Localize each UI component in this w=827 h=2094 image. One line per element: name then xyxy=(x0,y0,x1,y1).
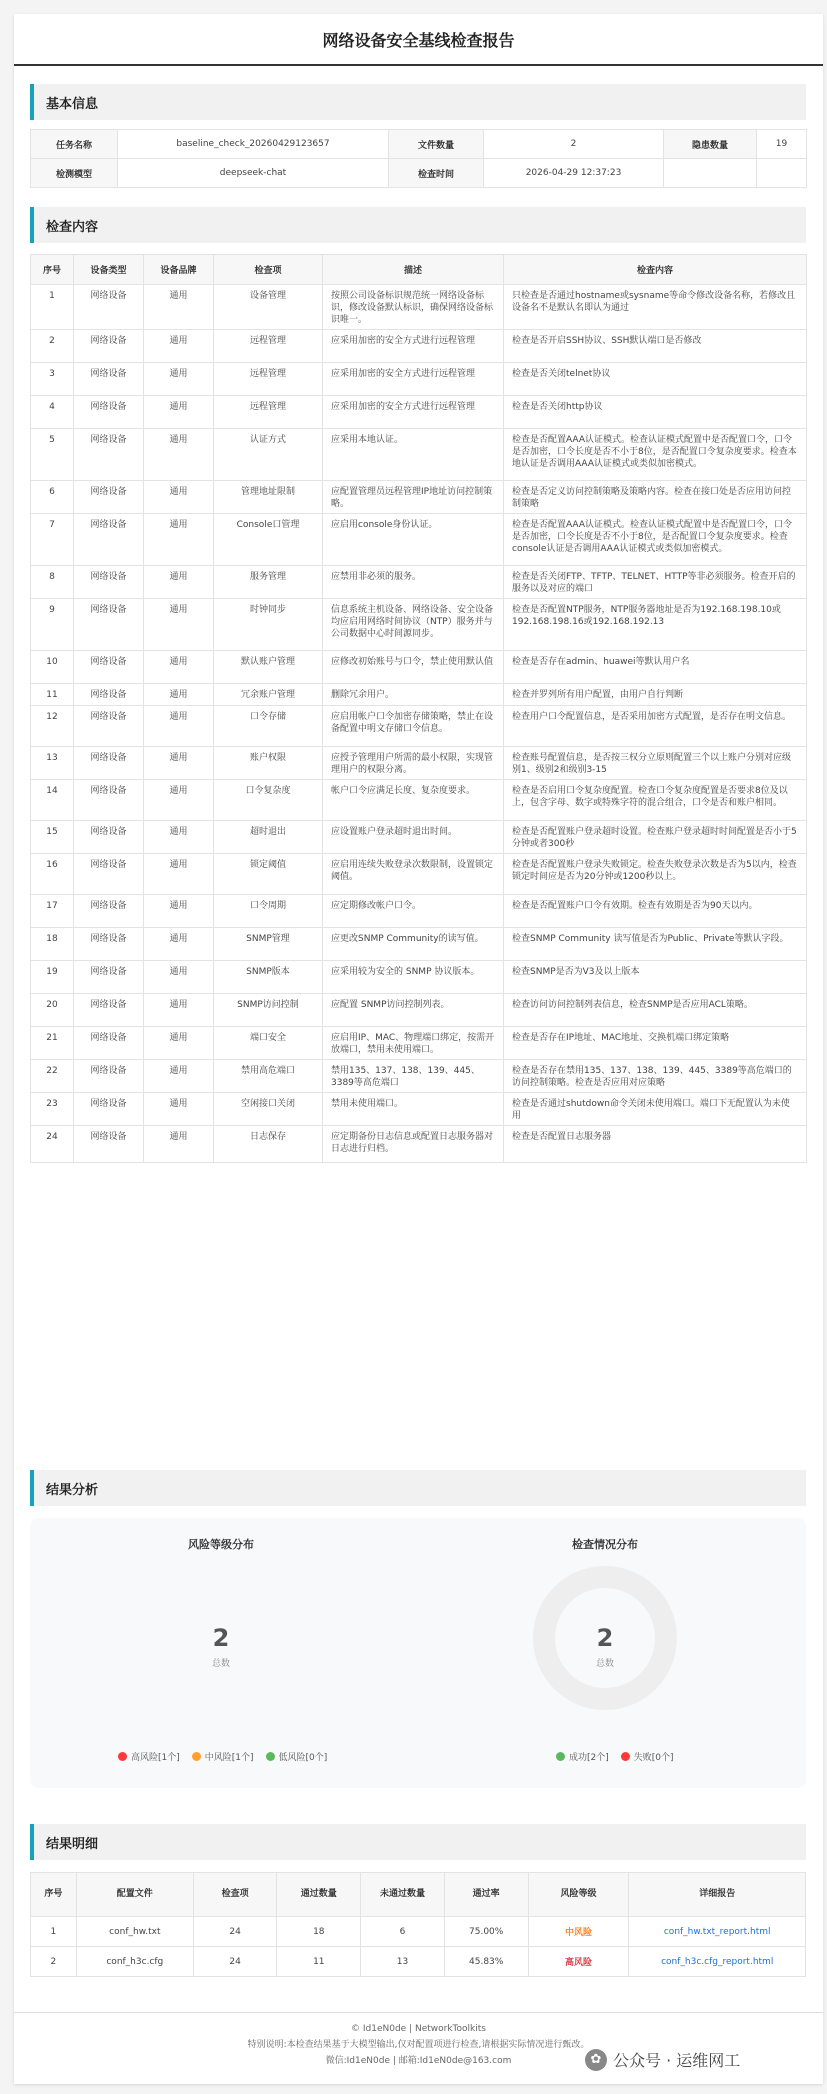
items-cell: 7 xyxy=(31,514,74,566)
items-cell: 通用 xyxy=(144,429,214,481)
items-cell: 9 xyxy=(31,599,74,651)
page-title: 网络设备安全基线检查报告 xyxy=(322,30,515,50)
items-cell: 通用 xyxy=(144,1027,214,1060)
detail-cell-fail xyxy=(361,1917,445,1947)
items-cell: 网络设备 xyxy=(74,1060,144,1093)
items-cell: 网络设备 xyxy=(74,747,144,780)
items-cell: 通用 xyxy=(144,566,214,599)
legend-label: 低风险[0个] xyxy=(278,1753,328,1763)
items-cell: 应启用console身份认证。 xyxy=(323,514,504,566)
items-cell: 网络设备 xyxy=(74,928,144,961)
items-cell: 超时退出 xyxy=(214,821,323,854)
report-header xyxy=(14,14,823,66)
items-cell: 锁定阈值 xyxy=(214,854,323,895)
table-row xyxy=(31,429,807,481)
items-cell: 禁用未使用端口。 xyxy=(323,1093,504,1126)
table-row xyxy=(31,330,807,363)
empty-cell xyxy=(664,159,757,188)
items-cell: 通用 xyxy=(144,514,214,566)
items-cell: 网络设备 xyxy=(74,514,144,566)
items-header-cell: 检查内容 xyxy=(504,255,807,285)
items-cell: 通用 xyxy=(144,928,214,961)
status-chart-title: 检查情况分布 xyxy=(572,1538,638,1551)
legend-dot xyxy=(266,1752,275,1761)
items-cell: 通用 xyxy=(144,706,214,747)
table-row xyxy=(31,747,807,780)
table-row xyxy=(31,895,807,928)
legend-label: 高风险[1个] xyxy=(131,1753,180,1763)
table-row xyxy=(31,928,807,961)
legend-item xyxy=(266,1750,328,1763)
items-cell: 检查是否配置日志服务器 xyxy=(504,1126,807,1163)
items-cell: 口令存储 xyxy=(214,706,323,747)
items-cell: 18 xyxy=(31,928,74,961)
items-cell: 网络设备 xyxy=(74,684,144,706)
footer-contact: 微信:Id1eN0de | 邮箱:Id1eN0de@163.com xyxy=(325,2056,512,2066)
detail-header-cell: 检查项 xyxy=(193,1873,277,1917)
items-cell: 通用 xyxy=(144,285,214,330)
detail-value: 2 xyxy=(50,1956,57,1967)
items-cell: 检查SNMP Community 读写值是否为Public、Private等默认字段。 xyxy=(504,928,807,961)
risks-value: 19 xyxy=(757,130,807,159)
items-cell: 检查是否配置AAA认证模式。检查认证模式配置中是否配置口令，口令是否加密，口令长度是否不小于8位，是否配置口令复杂度要求。检查本地认证是否调用AAA认证模式或类似加密模式。 xyxy=(504,429,807,481)
section-analysis: 结果分析 xyxy=(30,1470,806,1506)
legend-label: 成功[2个] xyxy=(569,1753,609,1763)
items-cell: 时钟同步 xyxy=(214,599,323,651)
time-value: 2026-04-29 12:37:23 xyxy=(484,159,664,188)
items-cell: 远程管理 xyxy=(214,363,323,396)
detail-header-cell: 未通过数量 xyxy=(361,1873,445,1917)
items-cell: 检查是否存在admin、huawei等默认用户名 xyxy=(504,651,807,684)
status-legend xyxy=(556,1750,674,1763)
detail-cell-no xyxy=(31,1917,77,1947)
table-row xyxy=(31,994,807,1027)
items-cell: 网络设备 xyxy=(74,330,144,363)
table-row xyxy=(31,1917,806,1947)
detail-value: 中风险 xyxy=(564,1928,592,1938)
items-cell: 21 xyxy=(31,1027,74,1060)
items-cell: 通用 xyxy=(144,396,214,429)
items-cell: Console口管理 xyxy=(214,514,323,566)
items-cell: 账户权限 xyxy=(214,747,323,780)
table-row xyxy=(31,684,807,706)
items-cell: 通用 xyxy=(144,651,214,684)
items-cell: 信息系统主机设备、网络设备、安全设备均应启用网络时间协议（NTP）服务并与公司数据中心时间源同步。 xyxy=(323,599,504,651)
items-cell: 网络设备 xyxy=(74,1027,144,1060)
legend-item xyxy=(556,1750,609,1763)
table-row xyxy=(31,961,807,994)
items-cell: 网络设备 xyxy=(74,780,144,821)
items-cell: 应采用本地认证。 xyxy=(323,429,504,481)
items-cell: 网络设备 xyxy=(74,854,144,895)
items-cell: 网络设备 xyxy=(74,363,144,396)
items-cell: 日志保存 xyxy=(214,1126,323,1163)
items-cell: 2 xyxy=(31,330,74,363)
items-cell: 检查并罗列所有用户配置，由用户自行判断 xyxy=(504,684,807,706)
items-cell: 禁用高危端口 xyxy=(214,1060,323,1093)
detail-value: 24 xyxy=(229,1956,241,1967)
items-header-cell: 检查项 xyxy=(214,255,323,285)
items-cell: 通用 xyxy=(144,994,214,1027)
items-cell: 检查账号配置信息，是否按三权分立原则配置三个以上账户分别对应级别1、级别2和级别3-15 xyxy=(504,747,807,780)
items-cell: 5 xyxy=(31,429,74,481)
detail-header-cell: 配置文件 xyxy=(76,1873,193,1917)
items-cell: 通用 xyxy=(144,747,214,780)
detail-header-cell: 通过数量 xyxy=(277,1873,361,1917)
status-total: 2 xyxy=(596,1624,614,1652)
items-cell: 通用 xyxy=(144,1060,214,1093)
items-cell: 通用 xyxy=(144,895,214,928)
risk-total: 2 xyxy=(212,1624,230,1652)
table-row xyxy=(31,1027,807,1060)
items-cell: 检查是否配置账户登录失败锁定。检查失败登录次数是否为5以内，检查锁定时间应是否为20分钟或1200秒以上。 xyxy=(504,854,807,895)
items-header-cell: 描述 xyxy=(323,255,504,285)
items-cell: 检查是否存在禁用135、137、138、139、445、3389等高危端口的访问控制策略。检查是否应用对应策略 xyxy=(504,1060,807,1093)
items-cell: 14 xyxy=(31,780,74,821)
items-cell: 管理地址限制 xyxy=(214,481,323,514)
risk-total-label: 总数 xyxy=(211,1659,230,1669)
items-cell: 网络设备 xyxy=(74,994,144,1027)
items-cell: 应采用较为安全的 SNMP 协议版本。 xyxy=(323,961,504,994)
items-cell: 网络设备 xyxy=(74,599,144,651)
items-cell: 19 xyxy=(31,961,74,994)
items-cell: 远程管理 xyxy=(214,396,323,429)
items-cell: 检查访问访问控制列表信息，检查SNMP是否应用ACL策略。 xyxy=(504,994,807,1027)
detail-cell-file xyxy=(76,1947,193,1977)
items-cell: 检查是否启用口令复杂度配置。检查口令复杂度配置是否要求8位及以上，包含字母、数字或特殊字符的混合组合，口令是否和账户相同。 xyxy=(504,780,807,821)
detail-cell-pass xyxy=(277,1917,361,1947)
items-cell: 12 xyxy=(31,706,74,747)
task-value: baseline_check_20260429123657 xyxy=(118,130,389,159)
legend-label: 中风险[1个] xyxy=(204,1753,254,1763)
table-row xyxy=(31,651,807,684)
items-cell: 16 xyxy=(31,854,74,895)
items-cell: 23 xyxy=(31,1093,74,1126)
table-row xyxy=(31,566,807,599)
items-cell: 服务管理 xyxy=(214,566,323,599)
detail-cell-fail xyxy=(361,1947,445,1977)
items-cell: 网络设备 xyxy=(74,706,144,747)
items-cell: 端口安全 xyxy=(214,1027,323,1060)
status-total-label: 总数 xyxy=(595,1659,614,1669)
items-header-cell: 序号 xyxy=(31,255,74,285)
watermark xyxy=(585,2048,740,2071)
items-cell: 通用 xyxy=(144,1093,214,1126)
items-cell: 网络设备 xyxy=(74,396,144,429)
detail-value: 高风险 xyxy=(564,1958,592,1968)
detail-cell-level xyxy=(528,1917,629,1947)
items-cell: 通用 xyxy=(144,481,214,514)
items-cell: 网络设备 xyxy=(74,1093,144,1126)
items-cell: 应禁用非必须的服务。 xyxy=(323,566,504,599)
items-cell: 检查用户口令配置信息，是否采用加密方式配置，是否存在明文信息。 xyxy=(504,706,807,747)
legend-item xyxy=(192,1750,254,1763)
items-cell: 口令周期 xyxy=(214,895,323,928)
detail-cell-level xyxy=(528,1947,629,1977)
items-cell: 通用 xyxy=(144,1126,214,1163)
risks-label: 隐患数量 xyxy=(664,130,757,159)
items-cell: 6 xyxy=(31,481,74,514)
legend-label: 失败[0个] xyxy=(633,1753,674,1763)
report-page xyxy=(14,14,823,2084)
items-cell: 远程管理 xyxy=(214,330,323,363)
table-row xyxy=(31,780,807,821)
items-cell: 网络设备 xyxy=(74,821,144,854)
detail-value: 1 xyxy=(50,1926,57,1937)
report-link[interactable]: conf_h3c.cfg_report.html xyxy=(661,1956,774,1967)
items-cell: 4 xyxy=(31,396,74,429)
empty-cell xyxy=(757,159,807,188)
basic-info-table xyxy=(30,129,807,188)
legend-dot xyxy=(556,1752,565,1761)
items-header-cell: 设备品牌 xyxy=(144,255,214,285)
items-cell: 检查SNMP是否为V3及以上版本 xyxy=(504,961,807,994)
table-row xyxy=(31,1093,807,1126)
items-cell: 网络设备 xyxy=(74,961,144,994)
items-cell: 应启用帐户口令加密存储策略，禁止在设备配置中明文存储口令信息。 xyxy=(323,706,504,747)
section-detail: 结果明细 xyxy=(30,1824,806,1860)
items-cell: 应采用加密的安全方式进行远程管理 xyxy=(323,363,504,396)
items-cell: 应启用IP、MAC、物理端口绑定，按需开放端口，禁用未使用端口。 xyxy=(323,1027,504,1060)
items-cell: 检查是否配置AAA认证模式。检查认证模式配置中是否配置口令，口令是否加密，口令长度是否不小于8位，是否配置口令复杂度要求。检查console认证是否调用AAA认证模式或类似加密模式。 xyxy=(504,514,807,566)
items-cell: 空闲接口关闭 xyxy=(214,1093,323,1126)
task-label: 任务名称 xyxy=(31,130,118,159)
detail-header-cell: 序号 xyxy=(31,1873,77,1917)
detail-value: conf_hw.txt xyxy=(109,1926,161,1937)
items-cell: 禁用135、137、138、139、445、3389等高危端口 xyxy=(323,1060,504,1093)
items-cell: 通用 xyxy=(144,854,214,895)
items-cell: 应定期修改帐户口令。 xyxy=(323,895,504,928)
detail-value: 18 xyxy=(313,1926,325,1937)
items-cell: 17 xyxy=(31,895,74,928)
items-cell: 检查是否通过shutdown命令关闭未使用端口。端口下无配置认为未使用 xyxy=(504,1093,807,1126)
detail-value: 13 xyxy=(396,1956,409,1967)
items-cell: 通用 xyxy=(144,821,214,854)
detail-cell-rate xyxy=(444,1947,528,1977)
table-row xyxy=(31,1126,807,1163)
section-basic-info: 基本信息 xyxy=(30,84,806,120)
items-cell: 检查是否关闭FTP、TFTP、TELNET、HTTP等非必须服务。检查开启的服务以及对应的端口 xyxy=(504,566,807,599)
table-row xyxy=(31,706,807,747)
items-cell: 网络设备 xyxy=(74,1126,144,1163)
items-cell: 通用 xyxy=(144,599,214,651)
table-row xyxy=(31,285,807,330)
items-cell: 按照公司设备标识规范统一网络设备标识，修改设备默认标识，确保网络设备标识唯一。 xyxy=(323,285,504,330)
items-cell: 8 xyxy=(31,566,74,599)
analysis-chart-panel xyxy=(30,1518,806,1788)
legend-item xyxy=(118,1750,180,1763)
table-row xyxy=(31,1060,807,1093)
items-cell: 检查是否配置NTP服务，NTP服务器地址是否为192.168.198.10或192.168.198.16或192.168.192.13 xyxy=(504,599,807,651)
items-cell: 通用 xyxy=(144,330,214,363)
risk-chart-title: 风险等级分布 xyxy=(188,1538,254,1551)
items-cell: SNMP管理 xyxy=(214,928,323,961)
detail-value: 45.83% xyxy=(469,1956,504,1967)
footer-note: 特别说明:本检查结果基于大模型输出,仅对配置项进行检查,请根据实际情况进行甄改。 xyxy=(247,2040,590,2050)
items-cell: 24 xyxy=(31,1126,74,1163)
table-row xyxy=(31,1947,806,1977)
items-cell: 删除冗余用户。 xyxy=(323,684,504,706)
table-row xyxy=(31,821,807,854)
detail-cell-no xyxy=(31,1947,77,1977)
items-cell: 帐户口令应满足长度、复杂度要求。 xyxy=(323,780,504,821)
legend-item xyxy=(621,1750,674,1763)
risk-legend xyxy=(118,1750,327,1763)
items-cell: 只检查是否通过hostname或sysname等命令修改设备名称，若修改且设备名不是默认名即认为通过 xyxy=(504,285,807,330)
items-cell: 应配置管理员远程管理IP地址访问控制策略。 xyxy=(323,481,504,514)
detail-cell-items xyxy=(193,1947,277,1977)
detail-cell-report[interactable] xyxy=(629,1947,806,1977)
items-cell: 应授予管理用户所需的最小权限，实现管理用户的权限分离。 xyxy=(323,747,504,780)
detail-header-cell: 风险等级 xyxy=(528,1873,629,1917)
report-link[interactable]: conf_hw.txt_report.html xyxy=(663,1926,771,1937)
items-cell: 10 xyxy=(31,651,74,684)
check-items-table xyxy=(30,254,807,1163)
detail-value: 24 xyxy=(229,1926,241,1937)
legend-dot xyxy=(192,1752,201,1761)
items-cell: 网络设备 xyxy=(74,566,144,599)
items-cell: 网络设备 xyxy=(74,895,144,928)
items-cell: 通用 xyxy=(144,780,214,821)
items-cell: 通用 xyxy=(144,961,214,994)
items-cell: 15 xyxy=(31,821,74,854)
items-cell: 默认账户管理 xyxy=(214,651,323,684)
items-cell: 通用 xyxy=(144,363,214,396)
items-cell: 网络设备 xyxy=(74,481,144,514)
items-cell: 应设置账户登录超时退出时间。 xyxy=(323,821,504,854)
items-cell: 认证方式 xyxy=(214,429,323,481)
legend-dot xyxy=(118,1752,127,1761)
items-cell: 13 xyxy=(31,747,74,780)
footer-copyright: © Id1eN0de | NetworkToolkits xyxy=(351,2024,486,2034)
items-cell: 22 xyxy=(31,1060,74,1093)
wechat-icon: ✿ xyxy=(585,2049,607,2071)
table-row xyxy=(31,599,807,651)
table-row xyxy=(31,363,807,396)
items-cell: 冗余账户管理 xyxy=(214,684,323,706)
items-cell: 检查是否存在IP地址、MAC地址、交换机端口绑定策略 xyxy=(504,1027,807,1060)
items-cell: 检查是否配置账户登录超时设置。检查账户登录超时时间配置是否小于5分钟或者300秒 xyxy=(504,821,807,854)
items-cell: 网络设备 xyxy=(74,429,144,481)
items-header-cell: 设备类型 xyxy=(74,255,144,285)
items-cell: 检查是否配置账户口令有效期。检查有效期是否为90天以内。 xyxy=(504,895,807,928)
detail-header-cell: 详细报告 xyxy=(629,1873,806,1917)
detail-value: 6 xyxy=(399,1926,406,1937)
table-row xyxy=(31,854,807,895)
items-cell: 20 xyxy=(31,994,74,1027)
items-cell: 应更改SNMP Community的读写值。 xyxy=(323,928,504,961)
files-value: 2 xyxy=(484,130,664,159)
table-row xyxy=(31,514,807,566)
result-detail-table xyxy=(30,1872,806,1977)
section-check-content: 检查内容 xyxy=(30,207,806,243)
detail-cell-items xyxy=(193,1917,277,1947)
items-cell: 应采用加密的安全方式进行远程管理 xyxy=(323,330,504,363)
legend-dot xyxy=(621,1752,630,1761)
items-cell: 网络设备 xyxy=(74,651,144,684)
items-cell: 应定期备份日志信息或配置日志服务器对日志进行归档。 xyxy=(323,1126,504,1163)
model-label: 检测模型 xyxy=(31,159,118,188)
watermark-text: 公众号 · 运维网工 xyxy=(613,2051,741,2070)
items-cell: 3 xyxy=(31,363,74,396)
items-cell: 应启用连续失败登录次数限制，设置锁定阈值。 xyxy=(323,854,504,895)
items-cell: 通用 xyxy=(144,684,214,706)
items-cell: 11 xyxy=(31,684,74,706)
detail-cell-rate xyxy=(444,1917,528,1947)
items-cell: 应配置 SNMP访问控制列表。 xyxy=(323,994,504,1027)
detail-cell-report[interactable] xyxy=(629,1917,806,1947)
detail-cell-file xyxy=(76,1917,193,1947)
items-cell: 检查是否开启SSH协议、SSH默认端口是否修改 xyxy=(504,330,807,363)
items-cell: 口令复杂度 xyxy=(214,780,323,821)
detail-cell-pass xyxy=(277,1947,361,1977)
detail-value: conf_h3c.cfg xyxy=(106,1956,164,1967)
items-cell: 网络设备 xyxy=(74,285,144,330)
time-label: 检查时间 xyxy=(389,159,484,188)
detail-value: 75.00% xyxy=(469,1926,504,1937)
items-cell: SNMP访问控制 xyxy=(214,994,323,1027)
items-cell: 应修改初始账号与口令，禁止使用默认值 xyxy=(323,651,504,684)
table-row xyxy=(31,396,807,429)
model-value: deepseek-chat xyxy=(118,159,389,188)
items-cell: 检查是否定义访问控制策略及策略内容。检查在接口处是否应用访问控制策略 xyxy=(504,481,807,514)
items-cell: 检查是否关闭telnet协议 xyxy=(504,363,807,396)
items-cell: 检查是否关闭http协议 xyxy=(504,396,807,429)
items-cell: 设备管理 xyxy=(214,285,323,330)
items-cell: 应采用加密的安全方式进行远程管理 xyxy=(323,396,504,429)
items-cell: SNMP版本 xyxy=(214,961,323,994)
detail-value: 11 xyxy=(313,1956,325,1967)
files-label: 文件数量 xyxy=(389,130,484,159)
table-row xyxy=(31,481,807,514)
detail-header-cell: 通过率 xyxy=(444,1873,528,1917)
items-cell: 1 xyxy=(31,285,74,330)
